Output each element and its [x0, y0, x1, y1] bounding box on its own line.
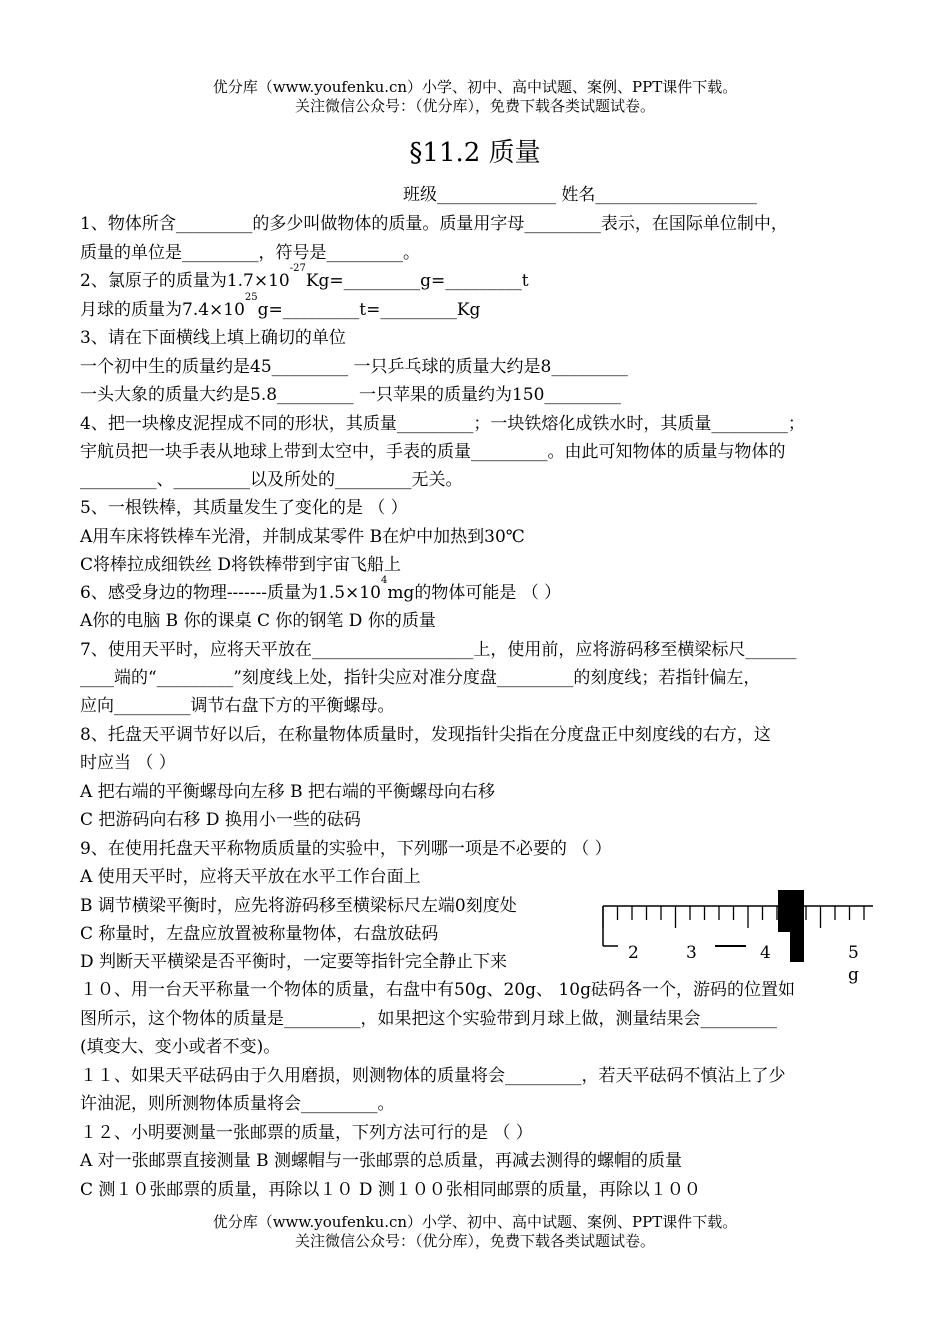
ruler-label-2: 2 [628, 943, 639, 963]
ruler-label-4: 4 [760, 943, 771, 963]
ruler-unit-label: g [848, 965, 859, 985]
q3-line-1: 一个初中生的质量约是45_________ 一只乒乓球的质量大约是8_________ [80, 357, 628, 377]
q4-line-3: _________、_________以及所处的_________无关。 [80, 470, 463, 490]
q8-options-cd: C 把游码向右移 D 换用小一些的砝码 [80, 810, 361, 830]
ruler-label-3: 3 [686, 943, 697, 963]
q8-line-2: 时应当 （ ） [80, 753, 176, 773]
q10-line-2: 图所示，这个物体的质量是_________，如果把这个实验带到月球上做，测量结果会_________ [80, 1009, 777, 1029]
q5-options-ab: A用车床将铁棒车光滑，并制成某零件 B在炉中加热到30℃ [80, 527, 525, 547]
q11-line-2: 许油泥，则所测物体质量将会_________。 [80, 1094, 395, 1114]
footer-line-2: 关注微信公众号：（优分库），免费下载各类试题试卷。 [294, 1232, 655, 1250]
ruler-ticks [603, 906, 864, 928]
balance-scale-ruler [598, 888, 873, 988]
q2-line-1: 2、氯原子的质量为$1.7\times 10^{-27}Kg=\_\_\_\_\_\_\_\_\_g=\_\_\_\_\_\_\_\_\_t$ [80, 263, 529, 291]
q10-line-1: １０、用一台天平称量一个物体的质量，右盘中有50g、20g、 10g砝码各一个，游码的位置如 [80, 980, 795, 1000]
q7-line-2: ____端的“_________”刻度线上处，指针尖应对准分度盘_________的刻度线；若指针偏左， [80, 668, 761, 688]
q12-options-ab: A 对一张邮票直接测量 B 测螺帽与一张邮票的总质量，再减去测得的螺帽的质量 [80, 1151, 682, 1171]
q9-option-b: B 调节横梁平衡时，应先将游码移至横梁标尺左端0刻度处 [80, 896, 517, 916]
ruler-label-5: 5 [848, 943, 859, 963]
q3-stem: 3、请在下面横线上填上确切的单位 [80, 328, 346, 348]
q12-stem: １２、小明要测量一张邮票的质量，下列方法可行的是 （ ） [80, 1123, 533, 1143]
q4-line-2: 宇航员把一块手表从地球上带到太空中，手表的质量_________。由此可知物体的质量与物体的 [80, 442, 786, 462]
rider-slider-head [778, 890, 804, 932]
q9-option-d: D 判断天平横梁是否平衡时，一定要等指针完全静止下来 [80, 952, 508, 972]
q5-stem: 5、一根铁棒，其质量发生了变化的是 （ ） [80, 498, 408, 518]
q6-options: A你的电脑 B 你的课桌 C 你的钢笔 D 你的质量 [80, 611, 436, 631]
footer-line-1: 优分库（www.youfenku.cn）小学、初中、高中试题、案例、PPT课件下载。 [212, 1213, 738, 1231]
q8-line-1: 8、托盘天平调节好以后，在称量物体质量时，发现指针尖指在分度盘正中刻度线的右方，这 [80, 725, 771, 745]
q8-options-ab: A 把右端的平衡螺母向左移 B 把右端的平衡螺母向右移 [80, 782, 495, 802]
class-name-line: 班级______________ 姓名___________________ [403, 185, 757, 205]
q9-option-a: A 使用天平时，应将天平放在水平工作台面上 [80, 867, 421, 887]
q7-line-1: 7、使用天平时，应将天平放在___________________上，使用前，应将游码移至横梁标尺______ [80, 640, 797, 660]
page-title: §11.2 质量 [409, 138, 541, 168]
q11-line-1: １１、如果天平砝码由于久用磨损，则测物体的质量将会_________，若天平砝码不慎沾上了少 [80, 1066, 786, 1086]
q10-line-3: (填变大、变小或者不变)。 [80, 1037, 281, 1057]
q6-stem: 6、感受身边的物理-------质量为$1.5\times 10^4mg$的物体可能是 （ ） [80, 575, 562, 603]
q1-line-2: 质量的单位是_________，符号是_________。 [80, 243, 420, 263]
q12-options-cd: C 测１０张邮票的质量，再除以１０ D 测１００张相同邮票的质量，再除以１００ [80, 1180, 701, 1200]
q5-options-cd: C将棒拉成细铁丝 D将铁棒带到宇宙飞船上 [80, 555, 402, 575]
q4-line-1: 4、把一块橡皮泥捏成不同的形状，其质量_________；一块铁熔化成铁水时，其质量_________； [80, 414, 805, 434]
q3-line-2: 一头大象的质量大约是5.8_________ 一只苹果的质量约为150_________ [80, 385, 621, 405]
q2-line-2: 月球的质量为$7.4\times 10^{25}g=\_\_\_\_\_\_\_\_\_t=\_\_\_\_\_\_\_\_\_Kg$ [80, 292, 481, 320]
q7-line-3: 应向_________调节右盘下方的平衡螺母。 [80, 696, 395, 716]
q1-line-1: 1、物体所含_________的多少叫做物体的质量。质量用字母_________表示，在国际单位制中， [80, 214, 788, 234]
q9-option-c: C 称量时，左盘应放置被称量物体，右盘放砝码 [80, 924, 439, 944]
header-line-1: 优分库（www.youfenku.cn）小学、初中、高中试题、案例、PPT课件下载。 [212, 78, 738, 96]
rider-slider-stem [790, 932, 804, 962]
q9-stem: 9、在使用托盘天平称物质质量的实验中，下列哪一项是不必要的 （ ） [80, 839, 612, 859]
header-line-2: 关注微信公众号：（优分库），免费下载各类试题试卷。 [294, 97, 655, 115]
